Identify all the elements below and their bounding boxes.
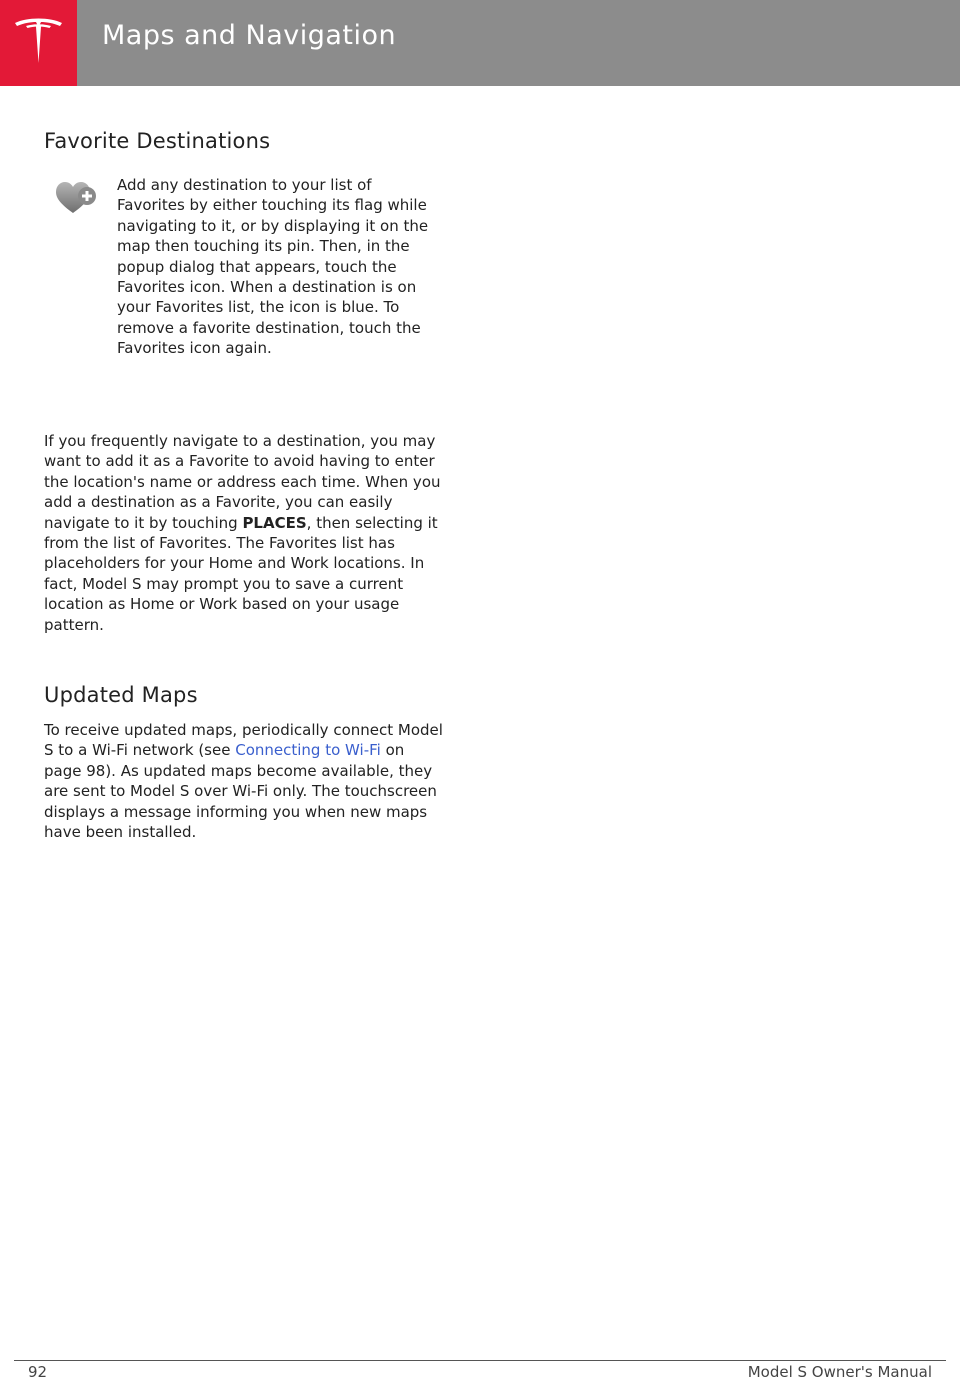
footer-divider <box>14 1360 946 1361</box>
connecting-to-wifi-link[interactable]: Connecting to Wi-Fi <box>235 741 381 760</box>
page-number: 92 <box>28 1363 48 1381</box>
page-header <box>0 0 960 86</box>
updated-maps-text-a: To receive updated maps, periodically connect Model S to a Wi-Fi network (see <box>44 721 443 760</box>
favorites-paragraph-text-b: , then selecting it from the list of Favorites. The Favorites list has placeholders for your Home and Work locations. In fact, Model S may prompt you to save a current location as Home or Work based on your usage pattern. <box>44 513 438 634</box>
updated-maps-paragraph <box>44 720 444 842</box>
tesla-logo <box>0 0 77 86</box>
manual-title: Model S Owner's Manual <box>747 1363 932 1381</box>
places-keyword: PLACES <box>242 513 307 532</box>
updated-maps-text-b: on page 98). As updated maps become available, they are sent to Model S over Wi-Fi only. The touchscreen displays a message informing you when new maps have been installed. <box>44 741 437 842</box>
favorites-paragraph <box>44 431 444 635</box>
favorites-paragraph-text-a: If you frequently navigate to a destination, you may want to add it as a Favorite to avoid having to enter the location's name or address each time. When you add a destination as a Favorite, you can easily navigate to it by touching <box>44 432 441 532</box>
section-heading-favorite-destinations: Favorite Destinations <box>44 129 271 153</box>
section-heading-updated-maps: Updated Maps <box>44 683 198 707</box>
header-title: Maps and Navigation <box>102 20 397 51</box>
favorites-note: Add any destination to your list of Favorites by either touching its flag while navigating to it, or by displaying it on the map then touching its pin. Then, in the popup dialog that appears, touch the Favorites icon. When a destination is on your Favorites list, the icon is blue. To remove a favorite destination, touch the Favorites icon again. <box>117 176 429 358</box>
favorites-heart-plus-icon <box>54 180 100 216</box>
tesla-logo-icon <box>13 17 64 67</box>
